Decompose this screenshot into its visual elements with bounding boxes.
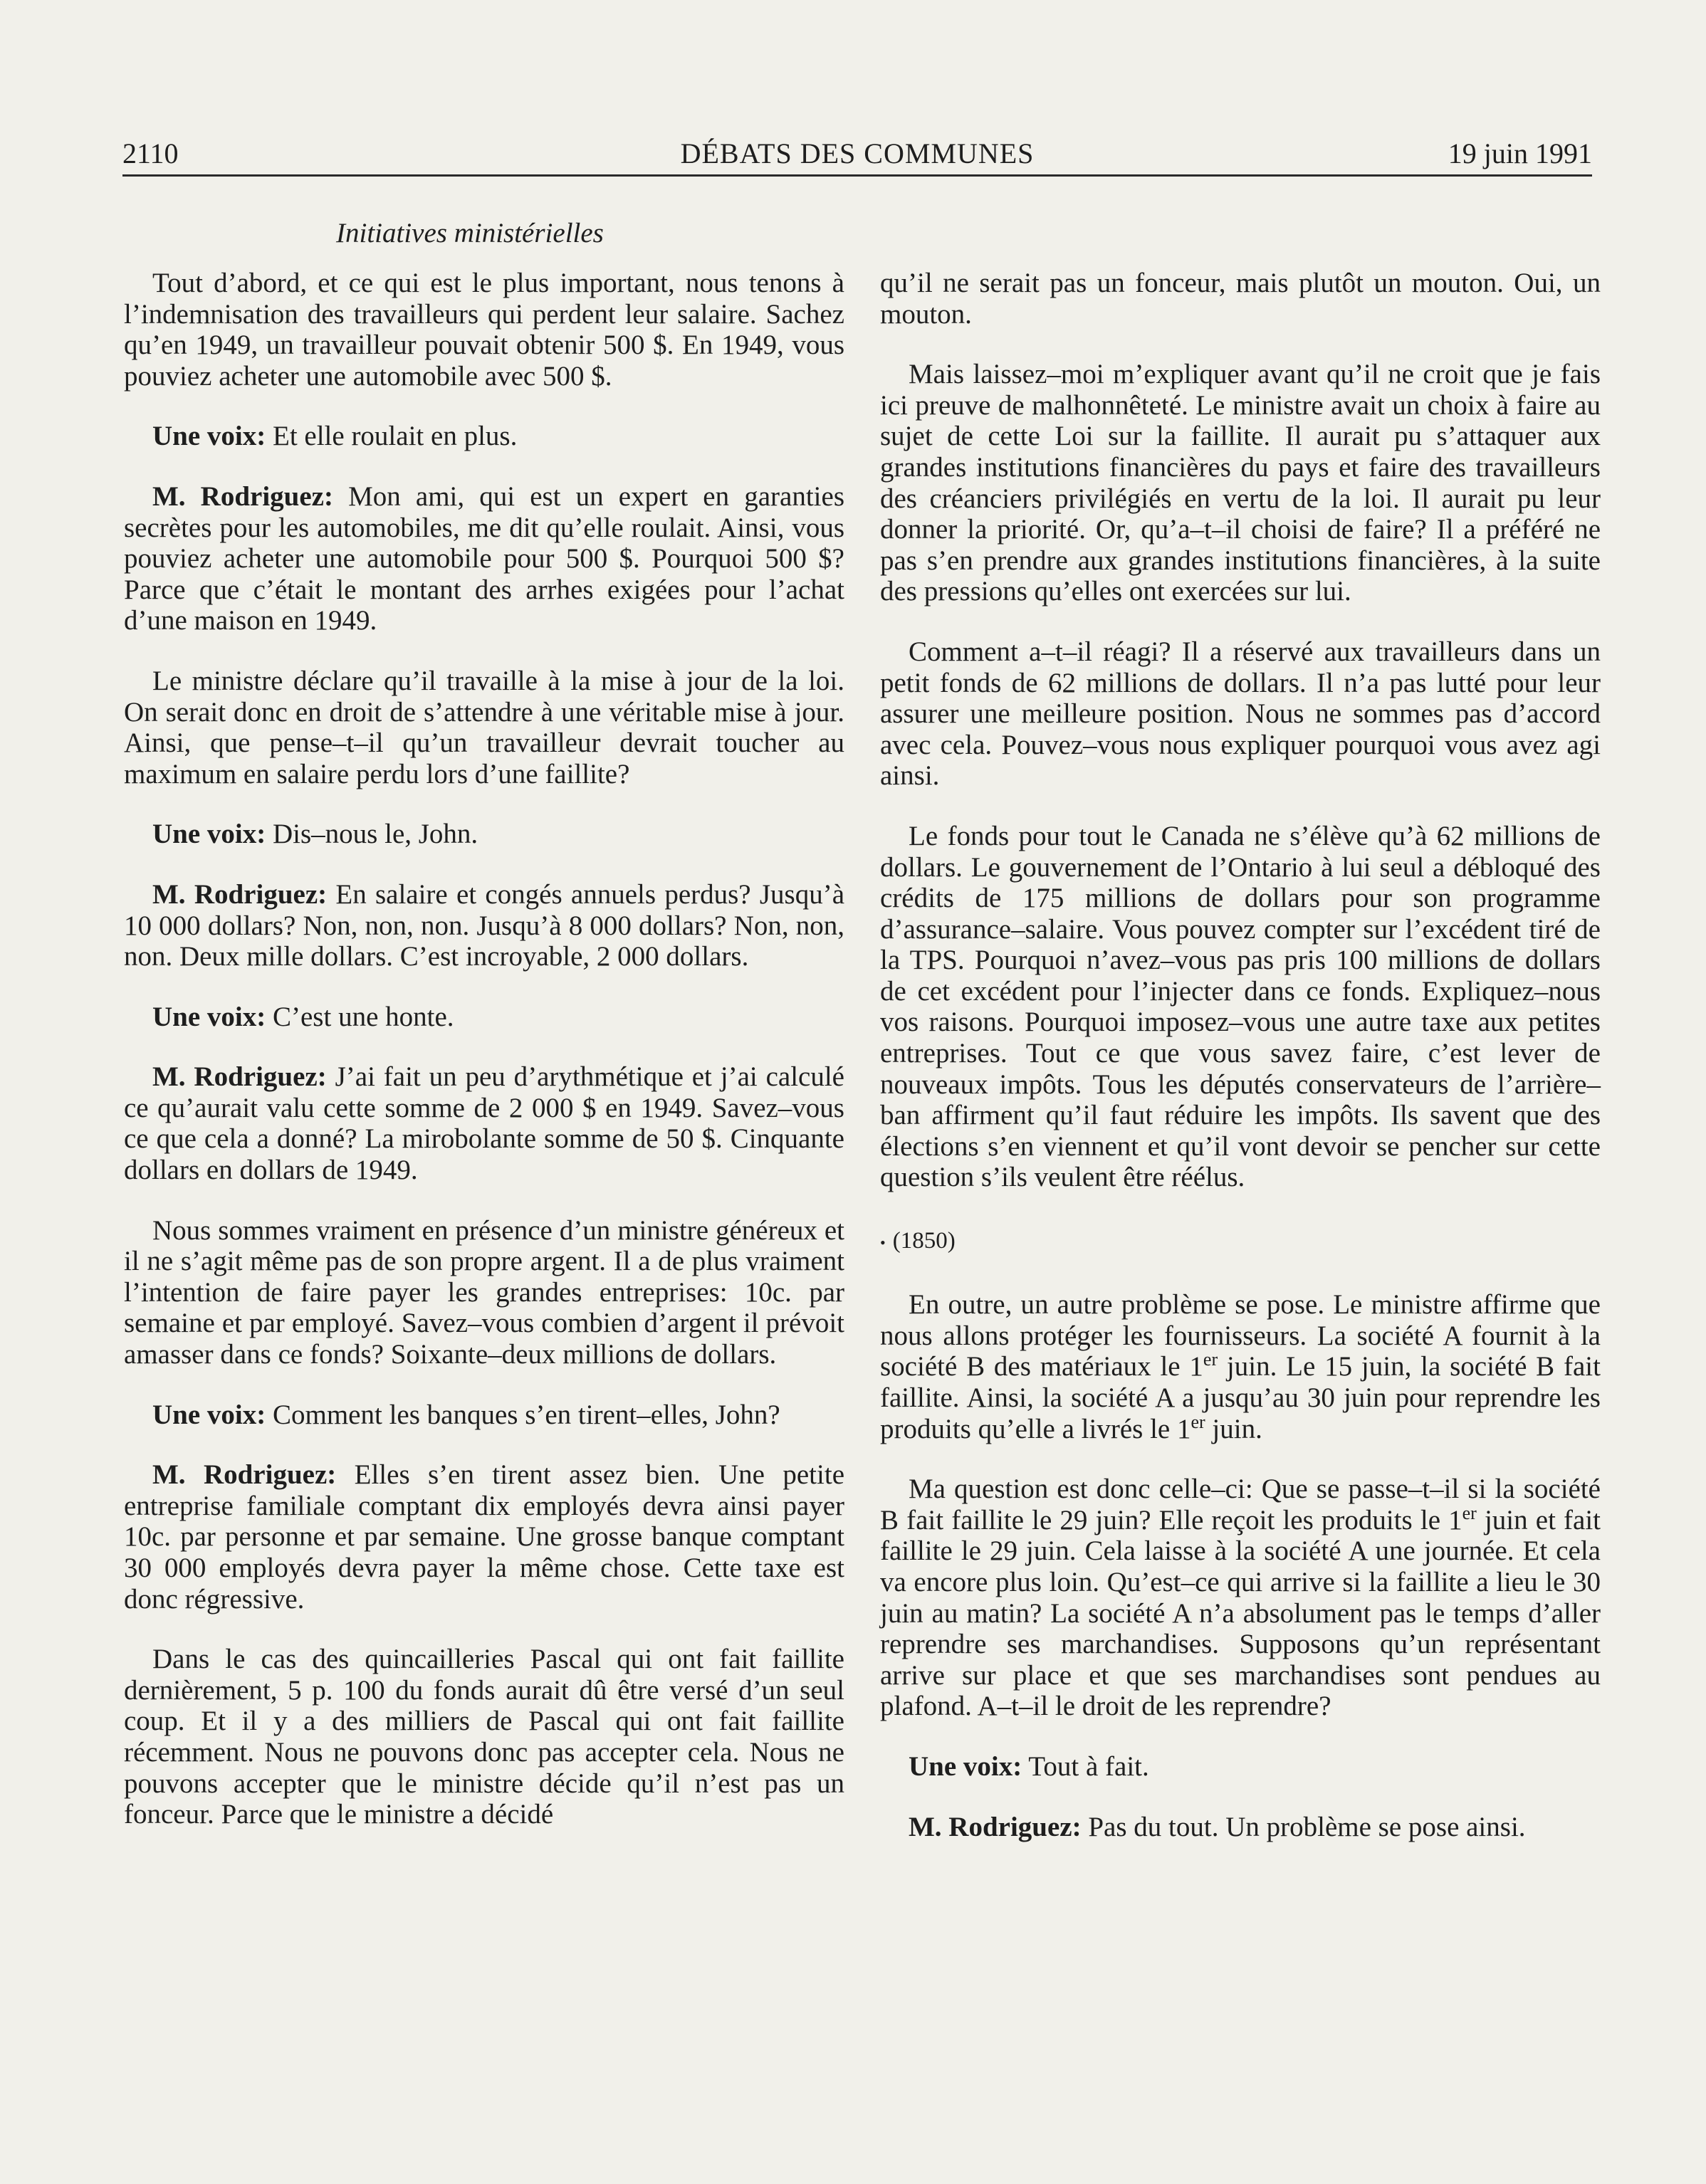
paragraph: Comment a–t–il réagi? Il a réservé aux travailleurs dans un petit fonds de 62 millions de dollars. Il n’a pas lutté pour leur assurer une meilleure position. Nous ne sommes pas d’accord avec cela. Pouvez–vous nous expliquer pourquoi vous avez agi ainsi. xyxy=(880,636,1601,792)
paragraph xyxy=(880,1474,1601,1722)
speaker-name: M. Rodriguez: xyxy=(152,1459,337,1491)
paragraph: Mais laissez–moi m’expliquer avant qu’il ne croit que je fais ici preuve de malhonnêteté. Le ministre avait un choix à faire au sujet de cette Loi sur la faillite. Il aurait pu s’attaquer aux grandes institutions financières du pays et faire des travailleurs des créanciers privilégiés en vertu de la loi. Il aurait pu leur donner la priorité. Or, qu’a–t–il choisi de faire? Il a préféré ne pas s’en prendre aux grandes institutions financières, à la suite des pressions qu’elles ont exercées sur lui. xyxy=(880,359,1601,607)
speech-text: Mon ami, qui est un expert en garanties secrètes pour les automobiles, me dit qu’elle roulait. Ainsi, vous pouviez acheter une automobile pour 500 $. Pourquoi 500 $? Parce que c’était le montant des arrhes exigées pour l’achat d’une maison en 1949. xyxy=(124,481,844,636)
speech-text: En salaire et congés annuels perdus? Jusqu’à 10 000 dollars? Non, non, non. Jusqu’à 8 000 dollars? Non, non, non. Deux mille dollars. C’est incroyable, 2 000 dollars. xyxy=(124,878,845,972)
speech-paragraph xyxy=(124,1002,844,1033)
paragraph: Nous sommes vraiment en présence d’un ministre généreux et il ne s’agit même pas de son propre argent. Il a de plus vraiment l’intention de faire payer les grandes entreprises: 10c. par semaine et par employé. Savez–vous combien d’argent il prévoit amasser dans ce fonds? Soixante–deux millions de dollars. xyxy=(124,1214,844,1370)
speaker-name: Une voix: xyxy=(152,1001,266,1032)
paragraph: Le fonds pour tout le Canada ne s’élève qu’à 62 millions de dollars. Le gouvernement de l’Ontario à lui seul a débloqué des crédits de 175 millions de dollars pour son programme d’assurance–salaire. Vous pouvez compter sur l’excédent tiré de la TPS. Pourquoi n’avez–vous pas pris 100 millions de dollars de cet excédent pour l’injecter dans ce fonds. Expliquez–nous vos raisons. Pourquoi imposez–vous une autre taxe aux petites entreprises. Tout ce que vous savez faire, c’est lever de nouveaux impôts. Tous les députés conservateurs de l’arrière–ban affirment qu’il faut réduire les impôts. Ils savent que des élections s’en viennent et qu’il vont devoir se pencher sur cette question s’ils veulent être réélus. xyxy=(880,820,1601,1193)
speech-paragraph xyxy=(124,819,844,850)
paragraph: Dans le cas des quincailleries Pascal qui ont fait faillite dernièrement, 5 p. 100 du fonds aurait dû être versé d’un seul coup. Et il y a des milliers de Pascal qui ont fait faillite récemment. Nous ne pouvons donc pas accepter cela. Nous ne pouvons accepter que le ministre décide qu’il n’est pas un fonceur. Parce que le ministre a décidé xyxy=(124,1644,844,1830)
speaker-name: Une voix: xyxy=(152,421,266,452)
speech-paragraph xyxy=(880,1812,1601,1843)
time-stamp-text: (1850) xyxy=(892,1228,956,1254)
paragraph-text: En outre, un autre problème se pose. Le ministre affirme que nous allons protéger les fournisseurs. La société A fournit à la société B des matériaux le 1 xyxy=(880,1289,1601,1382)
left-column xyxy=(124,268,844,1859)
paragraph-text: Ma question est donc celle–ci: Que se passe–t–il si la société B fait faillite le 29 juin? Elle reçoit les produits le 1 xyxy=(880,1474,1601,1535)
page-header xyxy=(122,134,1592,174)
paragraph-text: juin. Le 15 juin, la société B fait faillite. Ainsi, la société A a jusqu’au 30 juin pour reprendre les produits qu’elle a livrés le 1 xyxy=(880,1351,1601,1444)
speaker-name: Une voix: xyxy=(152,1399,266,1430)
paragraph: Tout d’abord, et ce qui est le plus important, nous tenons à l’indemnisation des travailleurs qui perdent leur salaire. Sachez qu’en 1949, un travailleur pouvait obtenir 500 $. En 1949, vous pouviez acheter une automobile avec 500 $. xyxy=(124,268,844,392)
continued-paragraph: qu’il ne serait pas un fonceur, mais plutôt un mouton. Oui, un mouton. xyxy=(880,268,1601,330)
speech-text: C’est une honte. xyxy=(266,1001,454,1032)
speech-text: Et elle roulait en plus. xyxy=(266,421,518,452)
ordinal-superscript: er xyxy=(1462,1502,1477,1523)
speech-paragraph xyxy=(124,1400,844,1431)
speech-paragraph xyxy=(880,1751,1601,1783)
speech-text: Tout à fait. xyxy=(1022,1750,1149,1782)
speaker-name: M. Rodriguez: xyxy=(152,1061,327,1093)
speech-paragraph xyxy=(124,1459,844,1615)
paragraph: Le ministre déclare qu’il travaille à la mise à jour de la loi. On serait donc en droit de s’attendre à une véritable mise à jour. Ainsi, que pense–t–il qu’un travailleur devrait toucher au maximum en salaire perdu lors d’une faillite? xyxy=(124,665,844,789)
ordinal-superscript: er xyxy=(1190,1411,1205,1432)
speaker-name: M. Rodriguez: xyxy=(909,1811,1082,1842)
speech-paragraph xyxy=(124,481,844,636)
speech-paragraph xyxy=(124,1061,844,1185)
bullet-icon: • xyxy=(880,1233,886,1251)
paragraph xyxy=(880,1289,1601,1444)
page-number: 2110 xyxy=(122,137,179,169)
speech-text: Pas du tout. Un problème se pose ainsi. xyxy=(1081,1811,1526,1842)
speech-text: Comment les banques s’en tirent–elles, John? xyxy=(266,1399,780,1430)
speaker-name: Une voix: xyxy=(909,1750,1022,1782)
issue-date: 19 juin 1991 xyxy=(1448,137,1592,169)
speaker-name: Une voix: xyxy=(152,819,266,850)
speech-text: J’ai fait un peu d’arythmétique et j’ai calculé ce qu’aurait valu cette somme de 2 000 $ en 1949. Savez–vous ce que cela a donné? La mirobolante somme de 50 $. Cinquante dollars en dollars de 1949. xyxy=(124,1061,844,1186)
header-rule xyxy=(122,174,1592,177)
speech-text: Elles s’en tirent assez bien. Une petite entreprise familiale comptant dix employés devra ainsi payer 10c. par personne et par semaine. Une grosse banque comptant 30 000 employés devra payer la même chose. Cette taxe est donc régressive. xyxy=(124,1459,844,1615)
paragraph-text: juin et fait faillite le 29 juin. Cela laisse à la société A une journée. Et cela va encore plus loin. Qu’est–ce qui arrive si la faillite a lieu le 30 juin au matin? La société A n’a absolument pas le temps d’aller reprendre ses marchandises. Supposons qu’un représentant arrive sur place et que ses marchandises sont pendues au plafond. A–t–il le droit de les reprendre? xyxy=(880,1504,1601,1722)
ordinal-superscript: er xyxy=(1203,1349,1218,1370)
right-column xyxy=(880,268,1601,1871)
speaker-name: M. Rodriguez: xyxy=(152,481,333,512)
time-stamp xyxy=(880,1226,1601,1258)
journal-title: DÉBATS DES COMMUNES xyxy=(680,137,1035,169)
paragraph-text: juin. xyxy=(1205,1413,1262,1444)
speech-paragraph xyxy=(124,421,844,452)
speaker-name: M. Rodriguez: xyxy=(152,878,328,910)
speech-text: Dis–nous le, John. xyxy=(266,819,478,850)
speech-paragraph xyxy=(124,879,844,972)
section-title: Initiatives ministérielles xyxy=(336,218,604,248)
